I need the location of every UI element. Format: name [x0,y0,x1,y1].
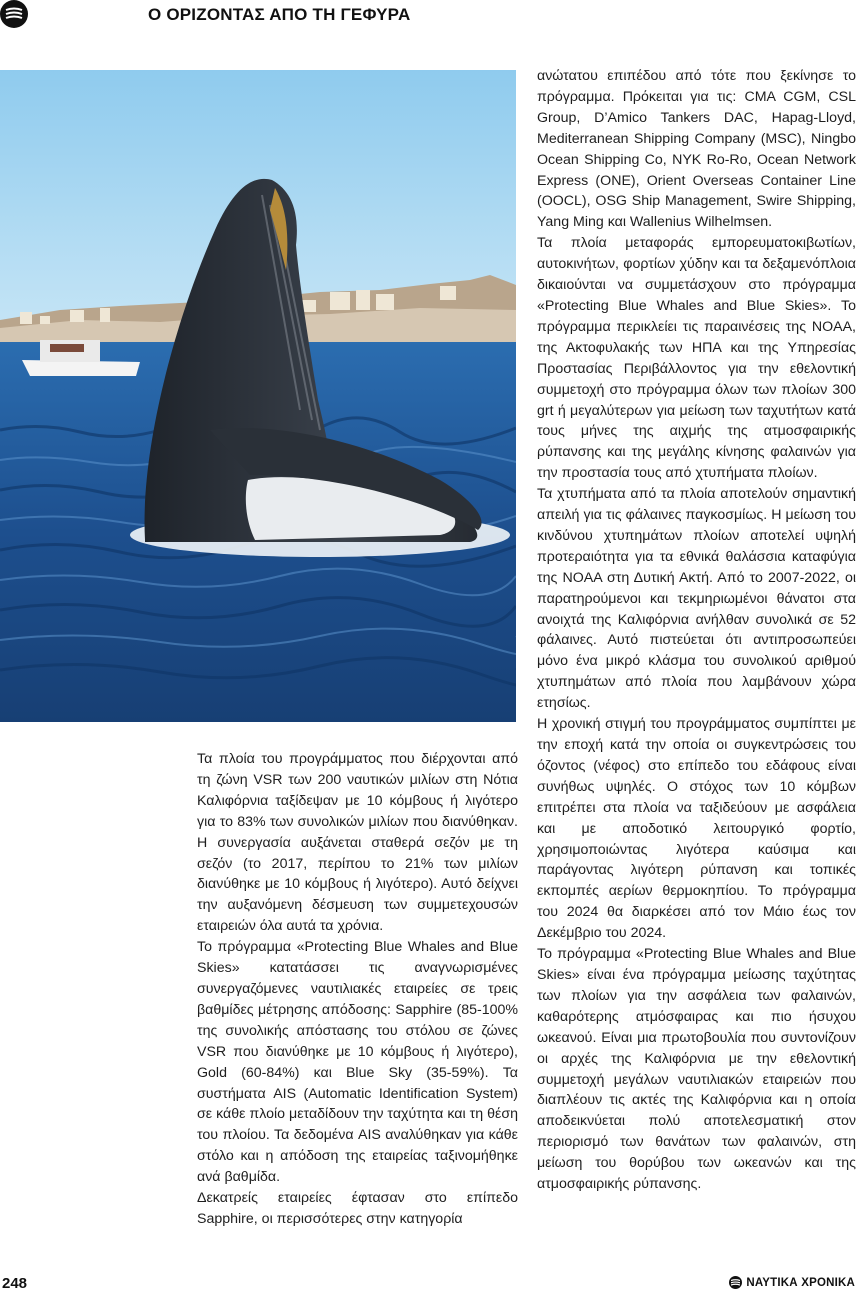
whale-photo [0,70,516,722]
footer-logo-icon [729,1276,742,1289]
paragraph: Το πρόγραμμα «Protecting Blue Whales and Blue Skies» είναι ένα πρόγραμμα μείωσης ταχύτητας των πλοίων για την ασφάλεια των φαλαινών, καθαρότερης ατμόσφαιρας και πιο ήσυχου ωκεανού. Είναι μια πρωτοβουλία που συντονίζουν οι αρχές της Καλιφόρνια με την εθελοντική συμμετοχή μεγάλων ναυτιλιακών εταιρειών που διαπλέουν τις ακτές της Καλιφόρνια και η οποία αποδεικνύεται πολύ αποτελεσματική στον περιορισμό των θανάτων των φαλαινών, στη μείωση του θορύβου των ωκεανών και της ατμοσφαιρικής ρύπανσης. [537,946,856,1193]
paragraph: Η χρονική στιγμή του προγράμματος συμπίπτει με την εποχή κατά την οποία οι συγκεντρώσεις του όζοντος (νέφος) στο επίπεδο του εδάφους είναι συνήθως υψηλές. Ο στόχος των 10 κόμβων επιτρέπει στα πλοία να ταξιδεύουν με ασφάλεια και με αποδοτικό λειτουργικό φορτίο, χρησιμοποιώντας λιγότερα καύσιμα και παράγοντας λιγότερη ρύπανση και τοπικές εκπομπές αερίων θερμοκηπίου. Το πρόγραμμα του 2024 θα διαρκέσει από τον Μάιο έως τον Δεκέμβριο του 2024. [537,716,856,942]
paragraph: Τα πλοία μεταφοράς εμπορευματοκιβωτίων, αυτοκινήτων, φορτίων χύδην και τα δεξαμενόπλοια δικαιούνται να συμμετάσχουν στο πρόγραμμα «Protecting Blue Whales and Blue Skies». Το πρόγραμμα περικλείει τις παραινέσεις της NOAA, της Ακτοφυλακής των ΗΠΑ και της Υπηρεσίας Προστασίας Περιβάλλοντος για την εθελοντική συμμετοχή στο πρόγραμμα όλων των πλοίων 300 grt ή μεγαλύτερων για μείωση των ταχυτήτων κατά τους μήνες της αιχμής της ατμοσφαιρικής ρύπανσης και της μεγάλης κίνησης φαλαινών για την προστασία τους από χτυπήματα πλοίων. [537,235,856,482]
footer-brand-name: ΝΑΥΤΙΚΑ ΧΡΟΝΙΚΑ [746,1276,855,1289]
paragraph: Τα πλοία του προγράμματος που διέρχονται από τη ζώνη VSR των 200 ναυτικών μιλίων στη Νότια Καλιφόρνια ταξίδεψαν με 10 κόμβους ή λιγότερο για το 83% των συνολικών μιλίων που διανύθηκαν. Η συνεργασία αυξάνεται σταθερά σεζόν με τη σεζόν (το 2017, περίπου το 21% των μιλίων διανύθηκε με 10 κόμβους ή λιγότερο). Αυτό δείχνει την αυξανόμενη δέσμευση των συμμετεχουσών εταιρειών όλα αυτά τα χρόνια. [197,751,518,935]
paragraph: Δεκατρείς εταιρείες έφτασαν στο επίπεδο Sapphire, οι περισσότερες στην κατηγορία [197,1190,518,1227]
paragraph: Τα χτυπήματα από τα πλοία αποτελούν σημαντική απειλή για τις φάλαινες παγκοσμίως. Η μείωση του κινδύνου χτυπημάτων πλοίων αποτελεί υψηλή προτεραιότητα για τα εθνικά θαλάσσια καταφύγια της NOAA στη Δυτική Ακτή. Από το 2007-2022, οι παρατηρούμενοι και τεκμηριωμένοι θάνατοι στα ανοιχτά της Καλιφόρνια ανήλθαν συνολικά σε 52 φάλαινες. Αυτό πιστεύεται ότι αντιπροσωπεύει μόνο ένα μικρό κλάσμα του συνολικού αριθμού χτυπημάτων από πλοία που λαμβάνουν χώρα ετησίως. [537,486,856,712]
article-column-right [537,66,856,1195]
footer-brand [729,1276,855,1289]
section-title: Ο ΟΡΙΖΟΝΤΑΣ ΑΠΟ ΤΗ ΓΕΦΥΡΑ [148,5,411,24]
paragraph: ανώτατου επιπέδου από τότε που ξεκίνησε το πρόγραμμα. Πρόκειται για τις: CMA CGM, CSL Group, D’Amico Tankers DAC, Hapag-Lloyd, Mediterranean Shipping Company (MSC), Ningbo Ocean Shipping Co, NYK Ro-Ro, Ocean Network Express (ONE), Orient Overseas Container Line (OOCL), OSG Ship Management, Swire Shipping, Yang Ming και Wallenius Wilhelmsen. [537,68,856,231]
page-number: 248 [2,1275,28,1292]
paragraph: Το πρόγραμμα «Protecting Blue Whales and Blue Skies» κατατάσσει τις αναγνωρισμένες συνεργαζόμενες ναυτιλιακές εταιρείες σε τρεις βαθμίδες μέτρησης απόδοσης: Sapphire (85-100% της συνολικής απόστασης του στόλου σε ζώνες VSR που διανύθηκε με 10 κόμβους ή λιγότερο), Gold (60-84%) και Blue Sky (35-59%). Τα συστήματα AIS (Automatic Identification System) σε κάθε πλοίο μεταδίδουν την ταχύτητα και τη θέση του πλοίου. Τα δεδομένα AIS αναλύθηκαν για κάθε στόλο και η απόδοση της εταιρείας ταξινομήθηκε ανά βαθμίδα. [197,939,518,1186]
article-column-left [197,749,518,1230]
brand-logo-icon [0,0,28,28]
